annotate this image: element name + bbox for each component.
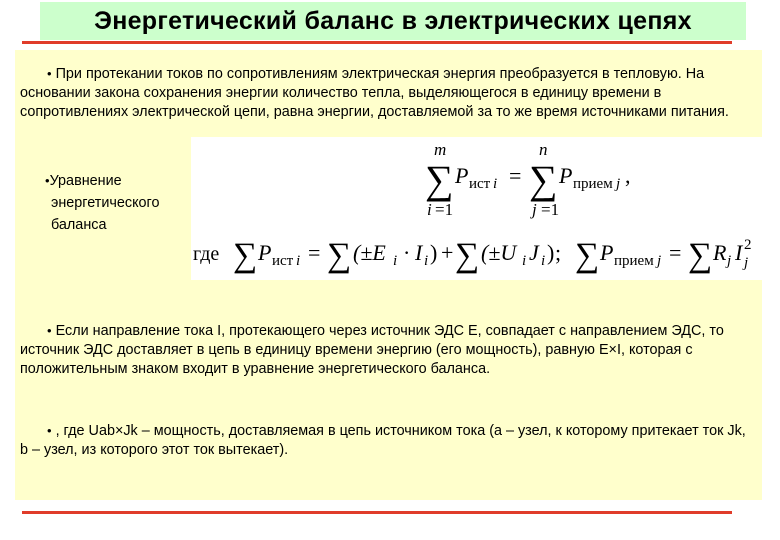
content-panel [15,50,762,500]
formula-P: P [559,163,573,188]
sub-j: j [657,253,662,269]
sub-prem: прием [614,253,654,269]
close-paren: ) [430,240,438,265]
semicolon: ; [555,240,562,265]
sum-sigma-icon: ∑ [529,157,558,202]
equals-sign: = [308,240,321,265]
lower-i: i [427,200,432,219]
sum-upper-m: m [434,140,447,159]
paragraph-4-text: , где Uab×Jk – мощность, доставляемая в цепь источником тока (a – узел, к которому притекает ток Jk, b – узел, из которого этот ток вытекает). [20,423,746,458]
formula-J: J [529,240,539,265]
sum-upper-n: n [539,140,548,159]
bullet-icon: • [47,66,52,81]
formula-P: P [455,163,469,188]
lower-eq1: =1 [435,200,454,219]
pm-E: (±E [353,240,386,265]
sub-i: i [541,253,546,269]
balance-label-line2: энергетического [51,195,160,211]
balance-label-line1: Уравнение [49,173,122,189]
equals-sign: = [669,240,682,265]
bullet-icon: • [45,173,50,188]
lower-eq1: =1 [541,200,560,219]
paragraph-energy-conservation [20,64,752,122]
paragraph-3-text: Если направление тока I, протекающего через источник ЭДС Е, совпадает с направлением ЭДС, то источник ЭДС доставляет в цепь в единицу времени энергию (его мощность), равную Е×I, которая с положительным знаком входит в уравнение энергетического баланса. [20,323,724,377]
superscript-2: 2 [744,237,752,253]
balance-formula-image [191,137,762,280]
paragraph-emf-direction [20,321,752,379]
top-rule [22,41,732,44]
sub-prem: прием [573,176,613,192]
sum-sigma-icon: ∑ [327,237,352,274]
balance-equation-label [45,170,159,236]
formula-I: I [415,240,423,265]
formula-svg [191,137,762,280]
plus-sign: + [441,240,454,265]
sub-ist: ист [469,176,491,192]
formula-R: R [713,240,727,265]
formula-I: I [735,240,743,265]
bullet-icon: • [47,323,52,338]
equals-sign: = [509,163,522,188]
formula-P: P [258,240,272,265]
sum-sigma-icon: ∑ [688,237,713,274]
sum-sigma-icon: ∑ [425,157,454,202]
sub-i: i [393,253,398,269]
paragraph-current-source [20,421,752,460]
sub-j: j [727,253,732,269]
balance-label-line3: баланса [51,217,107,233]
lower-j: j [532,200,537,219]
sub-i: i [296,253,301,269]
bottom-rule [22,511,732,514]
word-gde: где [193,243,220,265]
sum-sigma-icon: ∑ [455,237,480,274]
formula-P: P [600,240,614,265]
slide-title: Энергетический баланс в электрических цепях [94,6,692,35]
sub-i: i [522,253,527,269]
sub-i: i [424,253,429,269]
bullet-icon: • [47,423,52,438]
sum-sigma-icon: ∑ [575,237,600,274]
slide-title-bar [40,2,746,40]
sub-i: i [493,176,498,192]
pm-U: (±U [481,240,517,265]
sub-j: j [744,255,749,271]
paragraph-1-text: При протекании токов по сопротивлениям электрическая энергия преобразуется в тепловую. На основании закона сохранения энергии количество тепла, выделяющегося в единицу времени в сопротивлениях электрической цепи, равна энергии, доставляемой за то же время источниками питания. [20,66,729,120]
sub-ist: ист [272,253,294,269]
sum-sigma-icon: ∑ [233,237,258,274]
close-paren: ) [547,240,555,265]
dot: · [403,240,411,265]
comma: , [625,163,631,188]
sub-j: j [616,176,621,192]
